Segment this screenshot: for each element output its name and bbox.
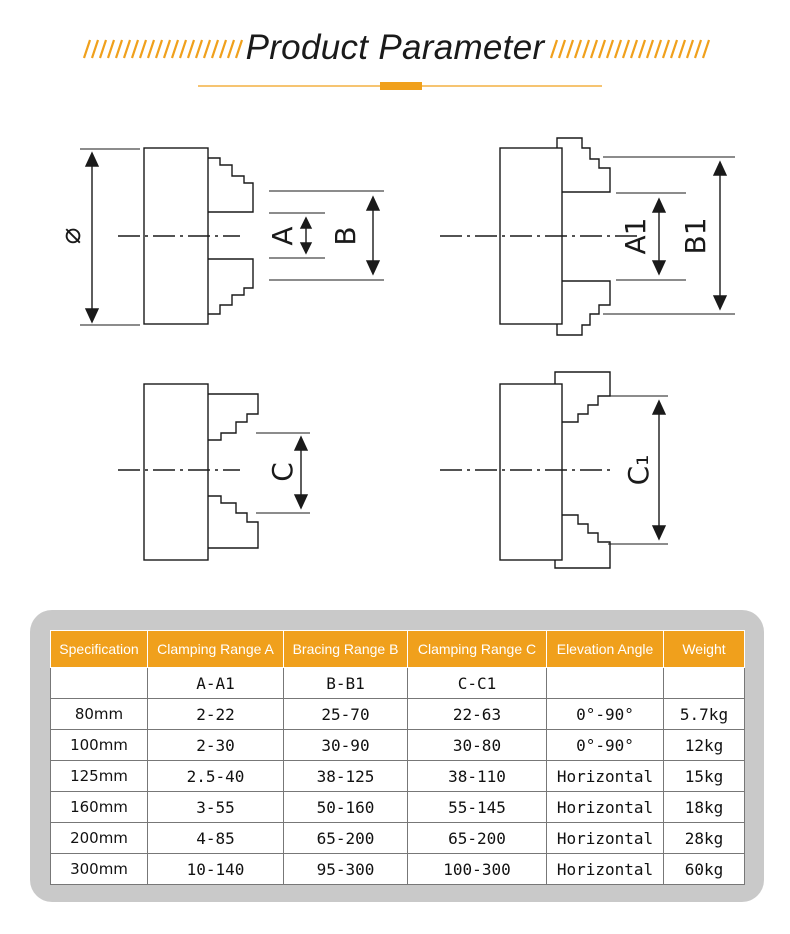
table-cell: 22-63 [408,699,547,730]
page-title: Product Parameter [245,28,545,67]
table-cell: Horizontal [547,792,664,823]
table-cell: 125mm [51,761,148,792]
dimension-a-label: A [266,226,299,246]
table-row [51,823,745,854]
table-cell: Horizontal [547,761,664,792]
table-cell [51,668,148,699]
table-row [51,761,745,792]
table-cell: 38-125 [284,761,408,792]
chuck-dimension-diagrams [0,120,790,590]
table-cell: 50-160 [284,792,408,823]
table-cell: 60kg [664,854,745,885]
table-cell: 30-90 [284,730,408,761]
table-row [51,792,745,823]
table-cell: Horizontal [547,823,664,854]
table-cell: 0°-90° [547,699,664,730]
table-cell: 15kg [664,761,745,792]
table-cell: 30-80 [408,730,547,761]
table-cell: 160mm [51,792,148,823]
table-cell: 25-70 [284,699,408,730]
table-cell: 10-140 [148,854,284,885]
table-cell: 65-200 [284,823,408,854]
table-cell: 38-110 [408,761,547,792]
table-cell: 12kg [664,730,745,761]
table-cell: A-A1 [148,668,284,699]
column-header: Weight [664,631,745,668]
title-underline-accent [380,82,422,90]
diameter-label: ⌀ [54,227,87,245]
table-cell [664,668,745,699]
column-header: Clamping Range A [148,631,284,668]
table-cell: 100-300 [408,854,547,885]
table-cell [547,668,664,699]
dimension-c-label: C [266,462,299,482]
table-cell: 55-145 [408,792,547,823]
table-cell: 100mm [51,730,148,761]
table-row [51,699,745,730]
table-cell: 65-200 [408,823,547,854]
table-cell: 95-300 [284,854,408,885]
dimension-a1-label: A1 [619,217,652,255]
table-cell: 300mm [51,854,148,885]
table-cell: 0°-90° [547,730,664,761]
table-cell: 18kg [664,792,745,823]
dimension-b1-label: B1 [679,217,712,255]
table-cell: Horizontal [547,854,664,885]
dimension-b-label: B [329,226,362,246]
column-header: Bracing Range B [284,631,408,668]
table-cell: 200mm [51,823,148,854]
table-row [51,730,745,761]
dimension-c1-label: C₁ [622,454,655,486]
table-cell: 4-85 [148,823,284,854]
column-header: Specification [51,631,148,668]
table-cell: 2-22 [148,699,284,730]
parameter-table-panel [30,610,764,902]
table-cell: 28kg [664,823,745,854]
table-cell: 2.5-40 [148,761,284,792]
table-cell: 2-30 [148,730,284,761]
table-header-row [51,631,745,668]
table-cell: 80mm [51,699,148,730]
table-row [51,854,745,885]
column-header: Clamping Range C [408,631,547,668]
table-cell: 3-55 [148,792,284,823]
page-header [0,18,790,98]
parameter-table [50,630,745,885]
column-header: Elevation Angle [547,631,664,668]
table-cell: 5.7kg [664,699,745,730]
table-cell: B-B1 [284,668,408,699]
table-row [51,668,745,699]
table-cell: C-C1 [408,668,547,699]
